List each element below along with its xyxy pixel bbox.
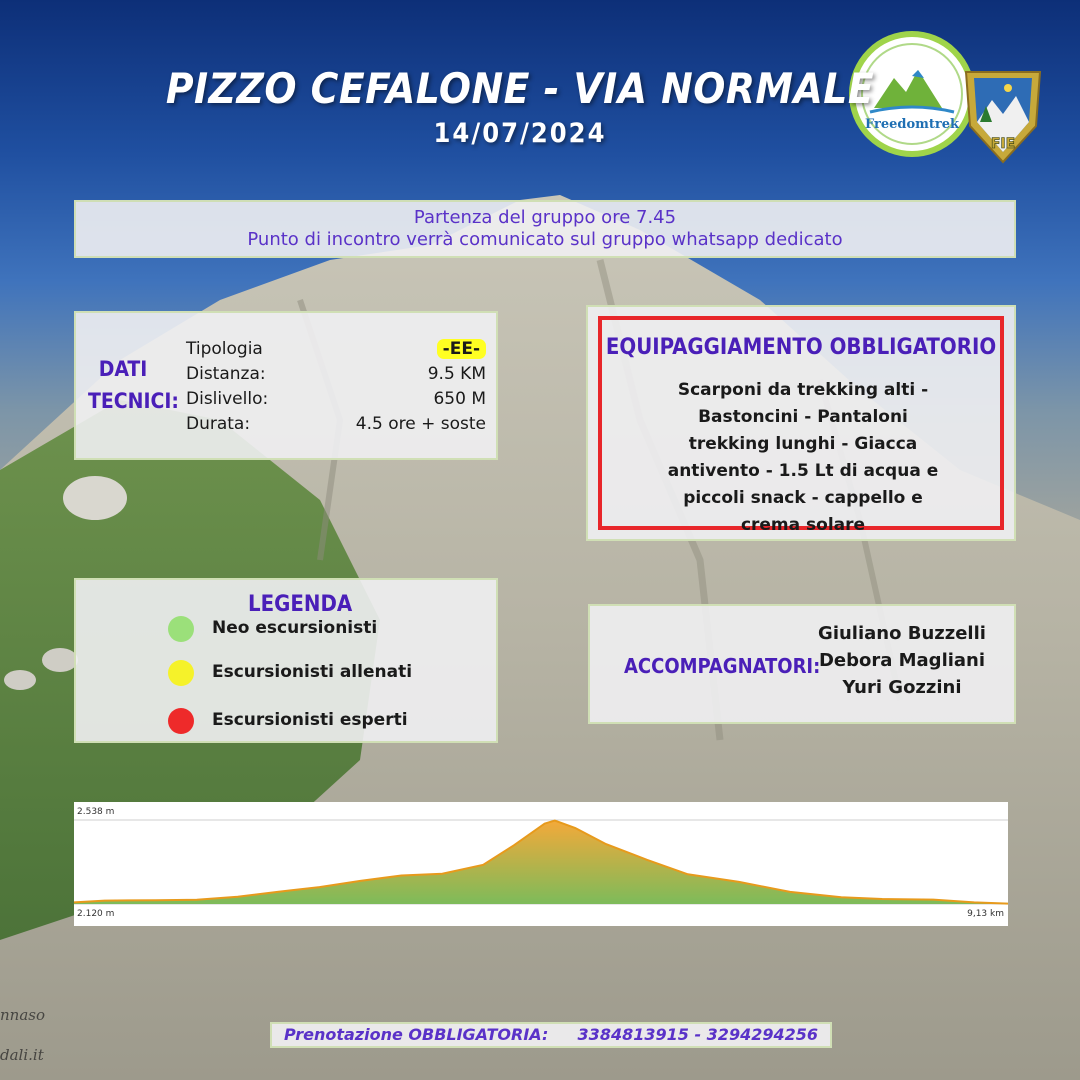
equipment-title: EQUIPAGGIAMENTO OBBLIGATORIO bbox=[605, 335, 997, 360]
guide-name: Yuri Gozzini bbox=[842, 677, 962, 698]
legend-title: LEGENDA bbox=[248, 592, 353, 617]
fie-logo bbox=[962, 66, 1044, 166]
booking-phone-2[interactable]: 3294294256 bbox=[706, 1025, 818, 1044]
page-title: PIZZO CEFALONE - VIA NORMALE bbox=[165, 64, 875, 113]
tech-value: 650 M bbox=[433, 389, 486, 409]
equipment-line: Bastoncini - Pantaloni bbox=[698, 407, 908, 427]
photo-watermark bbox=[0, 995, 70, 1075]
booking-bar bbox=[270, 1022, 832, 1048]
booking-phone-1[interactable]: 3384813915 bbox=[577, 1025, 689, 1044]
equipment-line: Scarponi da trekking alti - bbox=[677, 380, 929, 400]
tech-label: Tipologia bbox=[186, 339, 263, 359]
guides-panel bbox=[588, 604, 1016, 724]
elevation-area bbox=[74, 821, 1008, 904]
equipment-line: antivento - 1.5 Lt di acqua e bbox=[667, 461, 939, 481]
tech-label: Durata: bbox=[186, 414, 251, 434]
equipment-panel bbox=[586, 305, 1016, 541]
tech-label: Dislivello: bbox=[186, 389, 269, 409]
technical-data-title-line2: TECNICI: bbox=[88, 389, 179, 413]
technical-data-title bbox=[88, 353, 179, 417]
tech-row-elevation bbox=[186, 389, 486, 413]
fie-logo-text: FIE bbox=[990, 136, 1016, 152]
tech-row-distance bbox=[186, 364, 486, 388]
max-elevation-label: 2.538 m bbox=[77, 807, 115, 817]
tech-value: 4.5 ore + soste bbox=[355, 414, 486, 434]
legend-label: Escursionisti allenati bbox=[212, 662, 413, 682]
club-logo-text: Freedomtrek bbox=[864, 117, 960, 132]
elevation-profile bbox=[74, 802, 1008, 926]
elevation-profile-chart bbox=[74, 802, 1008, 926]
guides-names bbox=[802, 620, 1002, 701]
watermark-line1: nnaso bbox=[0, 1006, 45, 1024]
legend-panel bbox=[74, 578, 498, 743]
legend-label: Neo escursionisti bbox=[212, 618, 378, 638]
difficulty-badge: -EE- bbox=[437, 339, 486, 359]
red-dot-icon bbox=[168, 708, 194, 734]
distance-label: 9,13 km bbox=[967, 909, 1004, 919]
technical-data-title-line1: DATI bbox=[98, 357, 148, 381]
tech-row-duration bbox=[186, 414, 486, 438]
booking-label: Prenotazione OBBLIGATORIA: bbox=[283, 1025, 549, 1044]
equipment-list bbox=[648, 377, 958, 539]
equipment-line: piccoli snack - cappello e bbox=[683, 488, 923, 508]
departure-time-text: Partenza del gruppo ore 7.45 bbox=[413, 207, 677, 228]
green-dot-icon bbox=[168, 616, 194, 642]
booking-dash: - bbox=[694, 1025, 702, 1044]
equipment-line: crema solare bbox=[740, 515, 866, 535]
guides-title: ACCOMPAGNATORI: bbox=[624, 654, 821, 678]
meeting-point-text: Punto di incontro verrà comunicato sul gruppo whatsapp dedicato bbox=[247, 229, 843, 250]
equipment-line: trekking lunghi - Giacca bbox=[688, 434, 918, 454]
tech-row-type bbox=[186, 339, 486, 363]
meeting-info-panel bbox=[74, 200, 1016, 258]
guide-name: Debora Magliani bbox=[818, 650, 986, 671]
legend-label: Escursionisti esperti bbox=[212, 710, 408, 730]
event-date: 14/07/2024 bbox=[433, 118, 607, 149]
guide-name: Giuliano Buzzelli bbox=[818, 623, 986, 644]
tech-value: 9.5 KM bbox=[427, 364, 486, 384]
watermark-line2: dali.it bbox=[0, 1046, 44, 1064]
yellow-dot-icon bbox=[168, 660, 194, 686]
min-elevation-label: 2.120 m bbox=[77, 909, 115, 919]
technical-data-panel bbox=[74, 311, 498, 460]
tech-label: Distanza: bbox=[186, 364, 266, 384]
